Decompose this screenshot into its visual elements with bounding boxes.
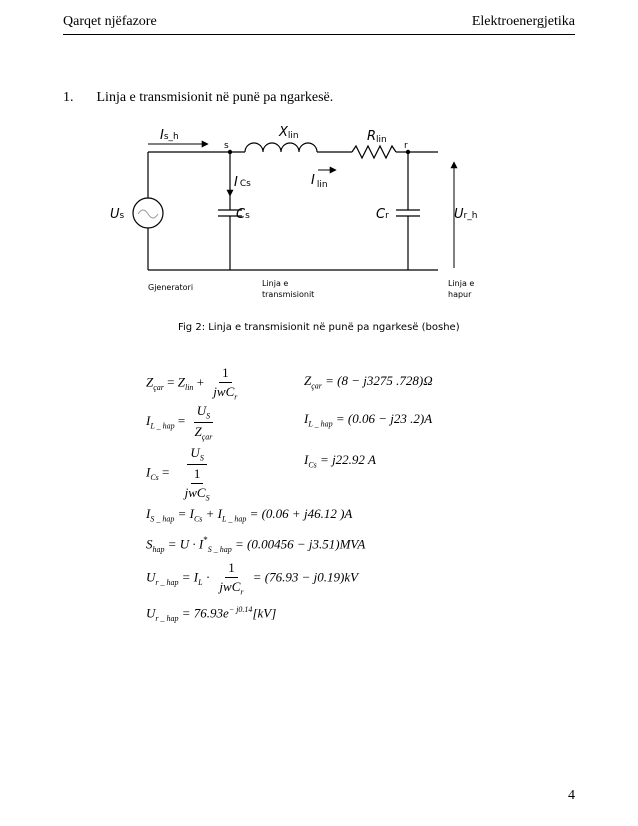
label-xlin: Xlin [279,125,299,141]
inductor-xlin [245,143,317,152]
eq-ishap: $I_{S \_ hap} = I_{Cs} + I_{L \_ hap} = (0.06 + j46.12$ )A [146,506,353,524]
page-number: 4 [568,788,575,803]
header-rule [63,34,575,35]
resistor-rlin [352,146,396,158]
label-ilin: I $_{lin}$ [311,173,328,190]
header-left: Qarqet njëfazore [63,14,157,29]
label-generator: Gjeneratori [148,283,194,292]
section-number: 1. [63,90,74,105]
label-is-h: Is_h [160,128,179,143]
eq-zcar-value: $Z_{çar} = (8 - j3275$ .728)Ω [304,373,433,391]
eq-urhap: $U_{r \_ hap} = I_L$ · $\frac{1}{jwC_r}$ = (76.93 − j0.19)kV [146,560,359,597]
label-cs: Cs [236,207,250,222]
eq-shap: $S_{hap} = U \cdot I^*_{S \_ hap} = (0.00456 - j3.51)MVA$ [146,535,366,554]
label-line-1: Linja e [262,279,289,288]
label-open-1: Linja e [448,279,475,288]
eq-zcar-formula: $Z_{çar} = Z_{lin}$ + $\frac{1}{jwC_r}$ [146,365,238,402]
label-node-s: s [224,141,229,151]
eq-ics-formula: $I_{Cs}$ = $\frac{U_S}{\frac{1}{jwC_S}}$ [146,445,210,503]
label-cr: Cr [376,207,389,222]
label-node-r: r [404,141,408,151]
generator-circle [133,198,163,228]
eq-ics-value: $I_{Cs} = j22.92$ A [304,452,376,470]
label-ics: I Cs [234,175,251,190]
section-title: Linja e transmisionit në punë pa ngarkesë. [96,90,334,105]
header-right: Elektroenergjetika [471,14,575,29]
sine-icon [138,210,158,218]
figure-caption: Fig 2: Linja e transmisionit në punë pa ngarkesë (boshe) [178,322,460,333]
label-line-2: transmisionit [262,290,315,299]
label-rlin: Rlin [367,129,387,145]
section-heading [63,90,333,106]
label-open-2: hapur [448,290,472,299]
eq-urhap-polar: $U_{r \_ hap} = 76.93e^{- j0.14}[kV]$ [146,605,277,623]
label-us: Us [110,207,125,222]
label-urh: Ur_h [454,207,478,222]
eq-ilhap-formula: $I_{L \_ hap}$ = $\frac{U_S}{Z_{çar}}$ [146,403,213,442]
circuit-diagram [90,118,500,308]
eq-ilhap-value: $I_{L \_ hap} = (0.06 - j23$ .2)A [304,411,433,429]
